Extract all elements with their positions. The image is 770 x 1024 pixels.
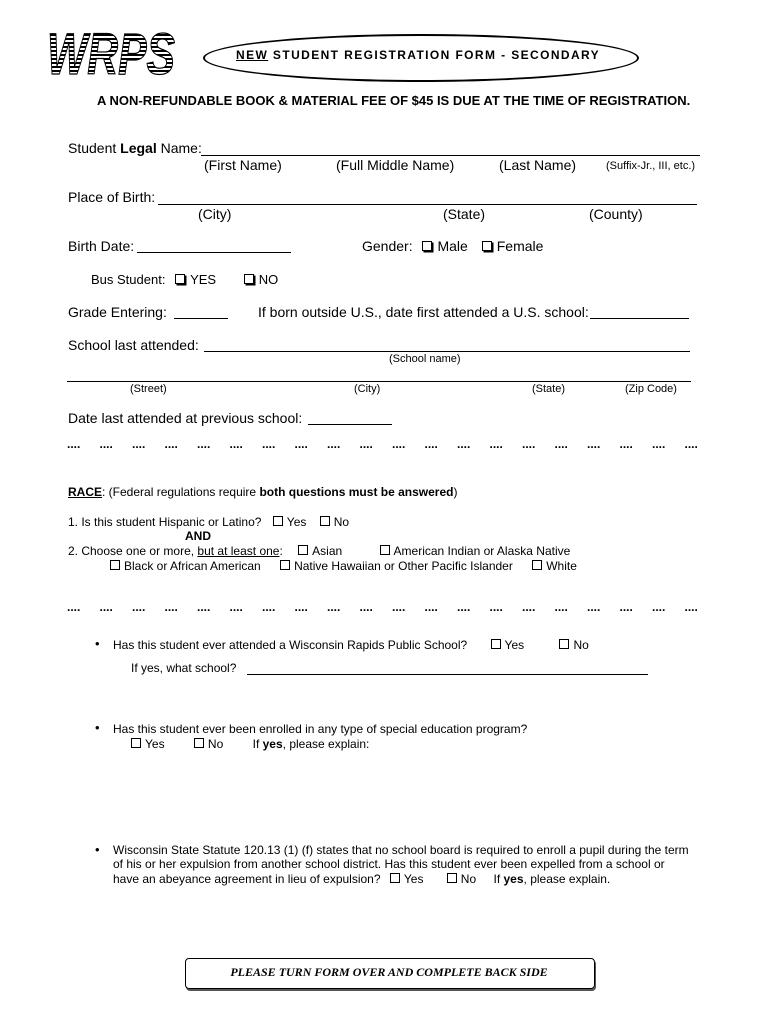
footer-text: PLEASE TURN FORM OVER AND COMPLETE BACK SIDE	[230, 965, 548, 979]
wrps-followup-label: If yes, what school?	[131, 661, 237, 675]
last-school-address-field[interactable]	[67, 381, 691, 382]
black-checkbox[interactable]	[110, 560, 120, 570]
expel-yes-checkbox[interactable]	[390, 873, 400, 883]
form-title	[236, 48, 600, 62]
hawaiian-label: Native Hawaiian or Other Pacific Islander	[294, 559, 513, 573]
school-name-caption: (School name)	[389, 353, 461, 365]
female-checkbox[interactable]	[482, 241, 492, 251]
bus-student-label: Bus Student:	[91, 272, 166, 287]
race-heading: RACE: (Federal regulations require both questions must be answered)	[68, 485, 458, 499]
svg-text:WRPS: WRPS	[47, 22, 176, 87]
wrps-question	[113, 638, 589, 652]
wrps-yes-checkbox[interactable]	[491, 639, 501, 649]
student-name-field[interactable]	[201, 155, 700, 156]
expel-yes-label: Yes	[403, 872, 424, 886]
birth-state-caption: (State)	[443, 206, 486, 222]
race-label: RACE	[68, 485, 103, 499]
bullet-icon: •	[95, 842, 100, 857]
birth-county-caption: (County)	[589, 206, 643, 222]
expel-no-checkbox[interactable]	[447, 873, 457, 883]
birth-date-label: Birth Date:	[68, 238, 135, 254]
expel-no-label: No	[460, 872, 477, 886]
grade-entering-label: Grade Entering:	[68, 304, 167, 320]
sped-question-text: Has this student ever been enrolled in any type of special education program?	[113, 722, 528, 736]
state-caption: (State)	[532, 383, 566, 395]
last-date-label: Date last attended at previous school:	[68, 410, 303, 426]
wrps-question-text: Has this student ever attended a Wisconsin Rapids Public School?	[113, 638, 468, 652]
last-date-field[interactable]	[308, 424, 392, 425]
wrps-no-checkbox[interactable]	[559, 639, 569, 649]
us-school-label: If born outside U.S., date first attended a U.S. school:	[258, 304, 589, 320]
wrps-yes-label: Yes	[504, 638, 525, 652]
zip-caption: (Zip Code)	[625, 383, 677, 395]
sped-yes-label: Yes	[145, 737, 165, 751]
bullet-icon: •	[95, 720, 100, 735]
title-new: NEW	[236, 48, 269, 62]
gender-group	[362, 238, 543, 254]
race-q1	[68, 515, 349, 529]
suffix-caption: (Suffix-Jr., III, etc.)	[606, 160, 696, 172]
dotted-separator: .... .... .... .... .... .... .... .... .... .... .... .... .... .... .... .... .... .... .... ....	[67, 600, 698, 614]
male-label: Male	[437, 238, 468, 254]
expel-line-3	[113, 872, 610, 886]
sped-no-label: No	[207, 737, 224, 751]
bus-student-group	[91, 272, 278, 287]
white-label: White	[546, 559, 577, 573]
hispanic-no-checkbox[interactable]	[320, 516, 330, 526]
female-label: Female	[496, 238, 544, 254]
birth-date-field[interactable]	[137, 252, 291, 253]
dotted-separator: .... .... .... .... .... .... .... .... .... .... .... .... .... .... .... .... .... .... .... ....	[67, 437, 698, 451]
sped-no-checkbox[interactable]	[194, 738, 204, 748]
race-q2-row2	[110, 559, 577, 573]
last-school-name-field[interactable]	[204, 351, 690, 352]
last-school-label: School last attended:	[68, 337, 199, 353]
street-caption: (Street)	[130, 383, 167, 395]
birth-place-field[interactable]	[158, 204, 697, 205]
wrps-school-field[interactable]	[247, 674, 648, 675]
sped-yes-checkbox[interactable]	[131, 738, 141, 748]
last-name-caption: (Last Name)	[499, 157, 577, 173]
sped-explain-label: If yes, please explain:	[252, 737, 370, 751]
hawaiian-checkbox[interactable]	[280, 560, 290, 570]
hispanic-no-label: No	[333, 515, 350, 529]
bus-yes-label: YES	[190, 272, 217, 287]
sped-answers	[131, 737, 369, 751]
us-school-date-field[interactable]	[590, 318, 689, 319]
grade-entering-field[interactable]	[174, 318, 228, 319]
asian-checkbox[interactable]	[298, 545, 308, 555]
race-q2: 2. Choose one or more, but at least one: Asian American Indian or Alaska Native	[68, 544, 571, 558]
wrps-no-label: No	[573, 638, 589, 652]
birth-place-label: Place of Birth:	[68, 189, 156, 205]
bus-no-label: NO	[258, 272, 279, 287]
birth-city-caption: (City)	[198, 206, 232, 222]
black-label: Black or African American	[124, 559, 261, 573]
race-and: AND	[185, 529, 211, 543]
expel-line-1: Wisconsin State Statute 120.13 (1) (f) states that no school board is required to enroll a pupil during the term	[113, 843, 689, 857]
expel-explain-label: If yes, please explain.	[493, 872, 611, 886]
bullet-icon: •	[95, 636, 100, 651]
asian-label: Asian	[312, 544, 343, 558]
gender-label: Gender:	[362, 238, 413, 254]
middle-name-caption: (Full Middle Name)	[336, 157, 455, 173]
fee-notice: A NON-REFUNDABLE BOOK & MATERIAL FEE OF $45 IS DUE AT THE TIME OF REGISTRATION.	[97, 93, 691, 108]
expel-line-3-text: have an abeyance agreement in lieu of expulsion?	[113, 872, 381, 886]
bus-no-checkbox[interactable]	[244, 274, 254, 284]
student-name-label: Student Legal Name:	[68, 140, 202, 156]
american-indian-checkbox[interactable]	[380, 545, 390, 555]
expel-line-2: of his or her expulsion from another school district. Has this student ever been expelled from a school or	[113, 857, 665, 871]
title-rest: STUDENT REGISTRATION FORM - SECONDARY	[268, 48, 601, 62]
hispanic-yes-label: Yes	[286, 515, 307, 529]
bus-yes-checkbox[interactable]	[175, 274, 185, 284]
city-caption: (City)	[354, 383, 381, 395]
white-checkbox[interactable]	[532, 560, 542, 570]
wrps-logo	[45, 18, 180, 87]
american-indian-label: American Indian or Alaska Native	[393, 544, 571, 558]
male-checkbox[interactable]	[422, 241, 432, 251]
first-name-caption: (First Name)	[204, 157, 282, 173]
race-q1-text: 1. Is this student Hispanic or Latino?	[68, 515, 262, 529]
hispanic-yes-checkbox[interactable]	[273, 516, 283, 526]
